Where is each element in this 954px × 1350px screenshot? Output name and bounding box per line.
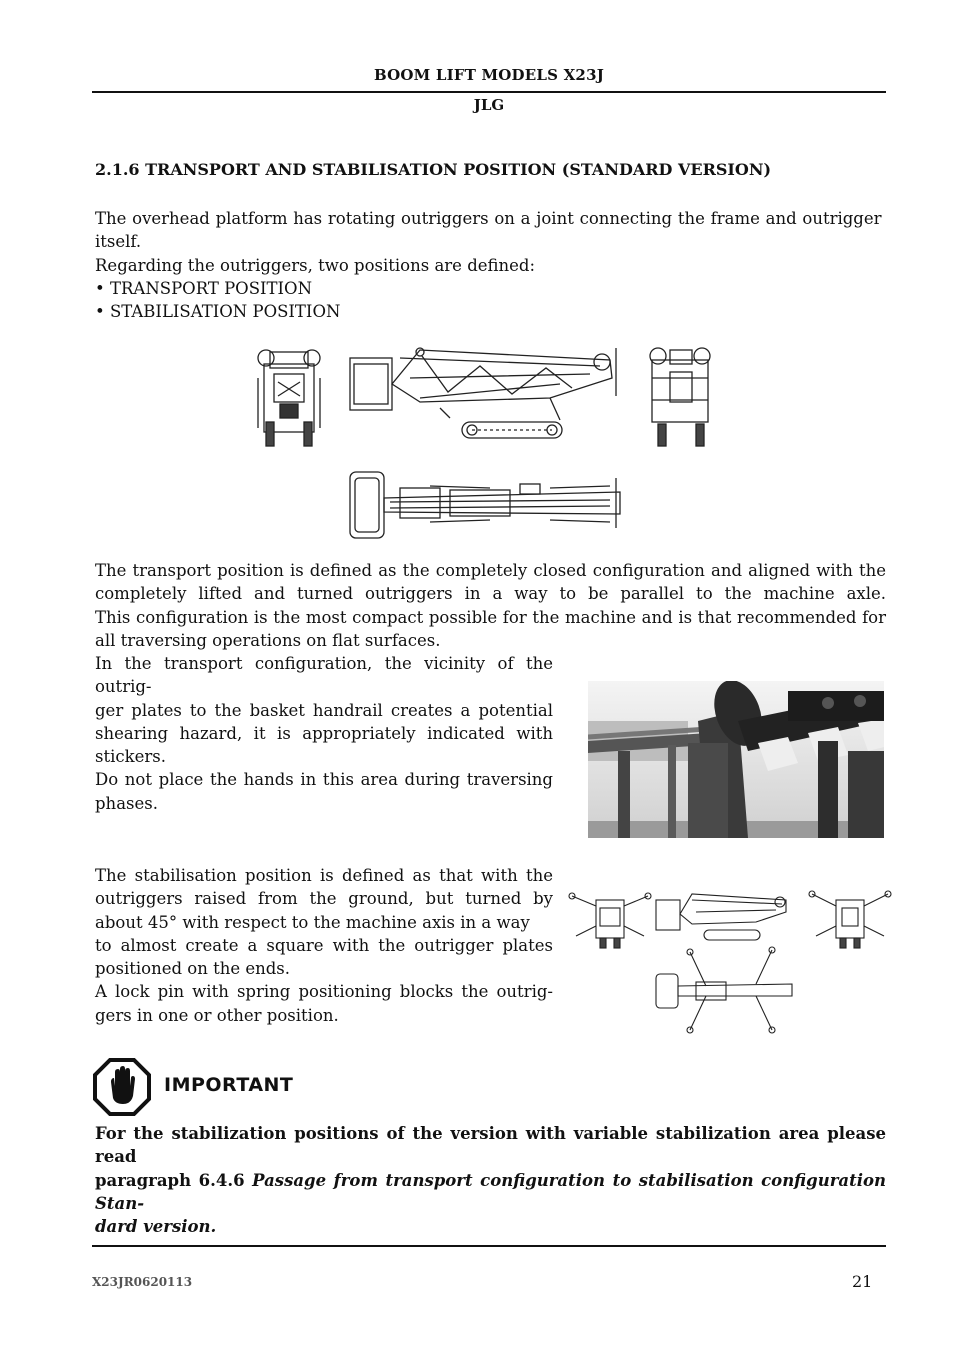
transport-line: The transport position is defined as the completely closed configuration and aligned with the <box>95 561 886 580</box>
footer-rule <box>92 1245 886 1247</box>
important-line: For the stabilization positions of the version with variable stabilization area please read <box>95 1124 886 1167</box>
header-rule <box>92 91 886 93</box>
intro-line: itself. <box>95 232 142 252</box>
stop-hand-icon <box>93 1058 151 1116</box>
stabilisation-paragraph <box>95 864 553 1027</box>
bullet-transport: • TRANSPORT POSITION <box>95 278 313 298</box>
important-line <box>95 1215 886 1238</box>
intro-paragraph <box>95 207 886 323</box>
header-brand: JLG <box>473 96 505 114</box>
shearing-line: In the transport configuration, the vicinity of the outrig- <box>95 654 553 697</box>
transport-paragraph <box>95 559 886 652</box>
shearing-line: Do not place the hands in this area during traversing <box>95 770 553 790</box>
important-text <box>95 1122 886 1238</box>
stabilisation-line: The stabilisation position is defined as that with the <box>95 866 553 885</box>
stabilised-rear-view-drawing <box>809 891 891 948</box>
machine-side-view-drawing <box>350 348 616 438</box>
stabilisation-position-drawings <box>566 886 892 1034</box>
important-line <box>95 1169 886 1216</box>
shearing-line: ger plates to the basket handrail creates a potential <box>95 700 553 720</box>
shearing-hazard-paragraph <box>95 652 553 815</box>
machine-top-view-drawing <box>350 472 620 538</box>
page-number: 21 <box>852 1272 873 1291</box>
important-italic: dard version. <box>95 1217 217 1237</box>
footer-doc-code: X23JR0620113 <box>92 1275 193 1289</box>
stabilised-top-view-drawing <box>656 947 792 1033</box>
stabilisation-line: outriggers raised from the ground, but turned by <box>95 889 553 909</box>
transport-line: This configuration is the most compact possible for the machine and is that recommended for <box>95 607 886 627</box>
stabilised-front-view-drawing <box>569 893 651 948</box>
intro-line: Regarding the outriggers, two positions are defined: <box>95 255 536 275</box>
section-title: 2.1.6 TRANSPORT AND STABILISATION POSITION (STANDARD VERSION) <box>95 160 772 179</box>
transport-position-drawings <box>250 338 720 544</box>
stabilisation-line: gers in one or other position. <box>95 1005 339 1025</box>
important-italic: Passage from transport configuration to stabilisation configuration Stan- <box>95 1170 886 1213</box>
header-title: BOOM LIFT MODELS X23J <box>373 66 605 84</box>
transport-line: completely lifted and turned outriggers in a way to be parallel to the machine axle. <box>95 584 886 604</box>
stabilisation-line: A lock pin with spring positioning blocks the outrig- <box>95 982 553 1002</box>
machine-rear-view-drawing <box>650 348 710 446</box>
shearing-line: stickers. <box>95 747 166 767</box>
bullet-stabilisation: • STABILISATION POSITION <box>95 302 341 322</box>
important-label: IMPORTANT <box>164 1074 294 1096</box>
stabilisation-line: positioned on the ends. <box>95 959 291 979</box>
stabilised-side-view-drawing <box>656 894 786 940</box>
shearing-line: shearing hazard, it is appropriately indicated with <box>95 723 553 743</box>
important-paragraph-ref: paragraph 6.4.6 <box>95 1170 253 1190</box>
stabilisation-line: to almost create a square with the outrigger plates <box>95 935 553 955</box>
shearing-line: phases. <box>95 793 158 813</box>
stabilisation-line: about 45° with respect to the machine axis in a way <box>95 912 530 932</box>
shearing-hazard-photo <box>588 681 884 838</box>
machine-front-view-drawing <box>258 350 320 446</box>
transport-line: all traversing operations on flat surfaces. <box>95 630 441 650</box>
intro-line: The overhead platform has rotating outriggers on a joint connecting the frame and outrigger <box>95 209 882 228</box>
